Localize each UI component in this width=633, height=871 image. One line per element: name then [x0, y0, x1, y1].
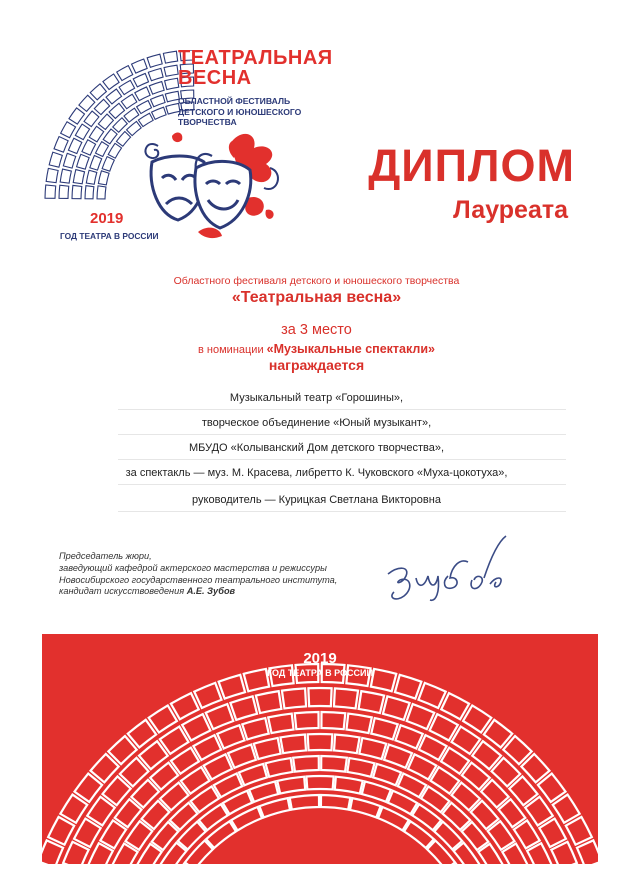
footer-seat-segment	[350, 798, 381, 817]
logo-seat-segment	[54, 137, 68, 153]
footer-seat-segment	[408, 754, 436, 779]
footer-seat-segment	[346, 714, 371, 733]
diploma-subtitle: Лауреата	[453, 196, 568, 224]
logo-seat-segment	[79, 95, 95, 111]
footer-seat-segment	[256, 691, 281, 713]
diploma-title: ДИПЛОМ	[368, 140, 575, 191]
logo-year: 2019	[90, 210, 124, 227]
recipient-line-4: за спектакль — муз. М. Красева, либретто К. Чуковского «Муха-цокотуха»,	[125, 467, 508, 479]
nomination-value: «Музыкальные спектакли»	[266, 342, 435, 356]
recipient-rule-3	[118, 459, 566, 460]
footer-seat-segment	[194, 683, 221, 708]
footer-seat-segment	[277, 777, 305, 794]
logo-seat-segment	[45, 185, 56, 198]
footer-seat-segment	[308, 734, 333, 750]
place-line: за 3 место	[281, 322, 352, 338]
logo-seat-segment	[46, 168, 58, 182]
recipient-rule-1	[118, 409, 566, 410]
logo-seat-segment	[90, 156, 102, 171]
logo-seat-segment	[149, 82, 164, 95]
logo-seat-segment	[86, 170, 96, 184]
logo-seat-segment	[163, 51, 177, 63]
logo-subtitle-line3: ТВОРЧЕСТВА	[178, 117, 237, 127]
logo-seat-segment	[165, 78, 179, 89]
footer-seat-segment	[266, 758, 293, 777]
logo-seat-segment	[60, 169, 71, 183]
logo-seat-segment	[94, 99, 109, 114]
theatre-masks-icon	[138, 128, 283, 240]
festival-line: Областного фестиваля детского и юношеского творчества	[173, 275, 460, 287]
footer-seat-segment	[249, 781, 278, 801]
recipient-rule-4	[118, 484, 566, 485]
footer-seat-segment	[42, 840, 63, 864]
logo-seat-segment	[97, 186, 106, 199]
footer-seat-segment	[242, 718, 268, 739]
logo-seat-segment	[147, 54, 162, 67]
footer-seat-segment	[335, 777, 363, 794]
handwritten-signature	[380, 532, 520, 604]
footer-seat-segment	[359, 691, 384, 713]
logo-seat-segment	[49, 152, 62, 167]
logo-seat-segment	[135, 87, 150, 101]
logo-seat-segment	[138, 113, 153, 126]
footer-seat-segment	[407, 704, 435, 729]
footer-seat-segment	[217, 725, 244, 748]
logo-seat-segment	[73, 170, 84, 184]
logo-title-line2: ВЕСНА	[178, 67, 252, 89]
footer-seat-segment	[280, 734, 306, 753]
footer-seat-segment	[384, 745, 412, 768]
footer-year: 2019	[303, 650, 337, 667]
logo-seat-segment	[77, 154, 90, 169]
footer-seat-segment	[193, 735, 221, 760]
logo-seat-segment	[124, 108, 139, 122]
footer-seat-segment	[362, 781, 391, 801]
footer-seat-segment	[419, 735, 447, 760]
footer-seat-segment	[441, 693, 469, 719]
footer-seat-segment	[230, 696, 257, 720]
footer-seat-segment	[434, 822, 462, 850]
logo-seat-segment	[133, 73, 148, 86]
logo-seat-segment	[72, 185, 82, 198]
logo-seat-segment	[103, 74, 119, 90]
logo-seat-segment	[119, 80, 135, 94]
footer-seat-segment	[282, 688, 306, 708]
footer-seat-segment	[373, 764, 401, 785]
footer-seat-segment	[395, 725, 422, 748]
recipient-rule-5	[118, 511, 566, 512]
footer-seat-segment	[577, 840, 598, 864]
footer-seat-segment	[206, 704, 234, 729]
jury-line-2: заведующий кафедрой актерского мастерства и режиссуры	[59, 562, 327, 573]
logo-seat-segment	[95, 142, 108, 157]
footer-seat-segment	[48, 817, 74, 845]
logo-subtitle-line1: ОБЛАСТНОЙ ФЕСТИВАЛЬ	[178, 96, 291, 106]
nomination-line	[0, 342, 633, 356]
logo-seat-segment	[69, 108, 85, 124]
logo-seat-segment	[98, 171, 109, 185]
logo-seat-segment	[82, 140, 96, 155]
footer-seat-segment	[371, 718, 397, 739]
logo-seat-segment	[68, 138, 81, 153]
footer-seat-segment	[427, 841, 455, 864]
footer-seat-segment	[206, 821, 236, 848]
logo-seat-segment	[113, 118, 128, 133]
festival-name: «Театральная весна»	[231, 289, 402, 306]
logo-seat-segment	[103, 129, 117, 144]
logo-seat-segment	[84, 111, 99, 127]
footer-seat-segment	[185, 841, 213, 864]
footer-seat-segment	[334, 734, 360, 753]
logo-title-line1: ТЕАТРАЛЬНАЯ	[178, 47, 333, 69]
logo-seat-segment	[151, 95, 166, 107]
recipient-line-5: руководитель — Курицкая Светлана Викторовна	[192, 494, 441, 506]
footer-seat-segment	[219, 675, 245, 699]
footer-band	[42, 634, 598, 864]
footer-seat-segment	[334, 688, 358, 708]
logo-seat-segment	[98, 114, 113, 129]
logo-seat-segment	[116, 132, 130, 147]
footer-seat-segment	[254, 738, 281, 759]
footer-seat-segment	[347, 758, 374, 777]
footer-seat-segment	[306, 776, 333, 789]
logo-seat-segment	[90, 84, 106, 100]
nomination-prefix: в номинации	[198, 344, 264, 356]
jury-line-3: Новосибирского государственного театрального института,	[59, 574, 338, 585]
logo-title	[178, 48, 333, 88]
jury-block	[59, 551, 337, 598]
recipient-line-3: МБУДО «Колыванский Дом детского творчества»,	[188, 442, 445, 454]
footer-seat-segment	[293, 756, 319, 772]
footer-seat-segment	[395, 675, 421, 699]
jury-line-4	[59, 586, 337, 598]
logo-seat-segment	[63, 153, 75, 168]
logo-seat-segment	[132, 59, 148, 73]
logo-seat-segment	[61, 122, 76, 138]
logo-subtitle	[178, 96, 338, 128]
logo-seat-segment	[89, 126, 104, 142]
footer-seat-segment	[321, 795, 350, 810]
logo-seat-segment	[137, 100, 152, 113]
footer-seat-segment	[404, 821, 434, 848]
footer-seat-segment	[566, 817, 592, 845]
logo-seat-segment	[85, 186, 94, 199]
footer-year-text: ГОД ТЕАТРА В РОССИИ	[267, 668, 373, 678]
footer-seat-segment	[204, 754, 232, 779]
footer-seat-segment	[308, 688, 331, 706]
logo-seat-segment	[109, 103, 124, 118]
logo-seat-segment	[102, 157, 114, 172]
footer-seat-segment	[268, 714, 293, 733]
logo-subtitle-line2: ДЕТСКОГО И ЮНОШЕСКОГО	[178, 106, 302, 117]
logo-year-text: ГОД ТЕАТРА В РОССИИ	[60, 231, 159, 241]
recipient-line-1: Музыкальный театр «Горошины»,	[229, 392, 404, 404]
logo-seat-segment	[148, 68, 163, 80]
logo-seat-segment	[152, 107, 167, 119]
footer-seat-segment	[321, 712, 345, 729]
logo-seat-segment	[59, 185, 69, 198]
footer-seat-segment	[178, 822, 206, 850]
logo-seat-segment	[117, 66, 133, 81]
footer-seat-segment	[171, 693, 199, 719]
footer-seat-segment	[290, 795, 319, 810]
footer-seat-segment	[239, 764, 267, 785]
jury-name: А.Е. Зубов	[186, 586, 236, 597]
recipient-line-2: творческое объединение «Юный музыкант»,	[201, 417, 432, 429]
logo-seat-segment	[106, 89, 122, 104]
recipient-rule-2	[118, 434, 566, 435]
jury-line-1: Председатель жюри,	[59, 551, 152, 561]
jury-title: кандидат искусствоведения	[59, 586, 185, 597]
logo-seat-segment	[75, 124, 89, 140]
logo-seat-segment	[121, 94, 137, 109]
footer-seat-segment	[259, 798, 290, 817]
logo-seat-segment	[108, 143, 121, 158]
footer-seat-segment	[295, 712, 319, 729]
awarded-line: награждается	[268, 357, 365, 373]
footer-seat-segment	[383, 696, 410, 720]
footer-seat-segment	[418, 683, 445, 708]
logo-seat-segment	[164, 65, 178, 76]
footer-seat-segment	[228, 745, 256, 768]
footer-seat-segment	[359, 738, 386, 759]
footer-seat-segment	[321, 756, 347, 772]
